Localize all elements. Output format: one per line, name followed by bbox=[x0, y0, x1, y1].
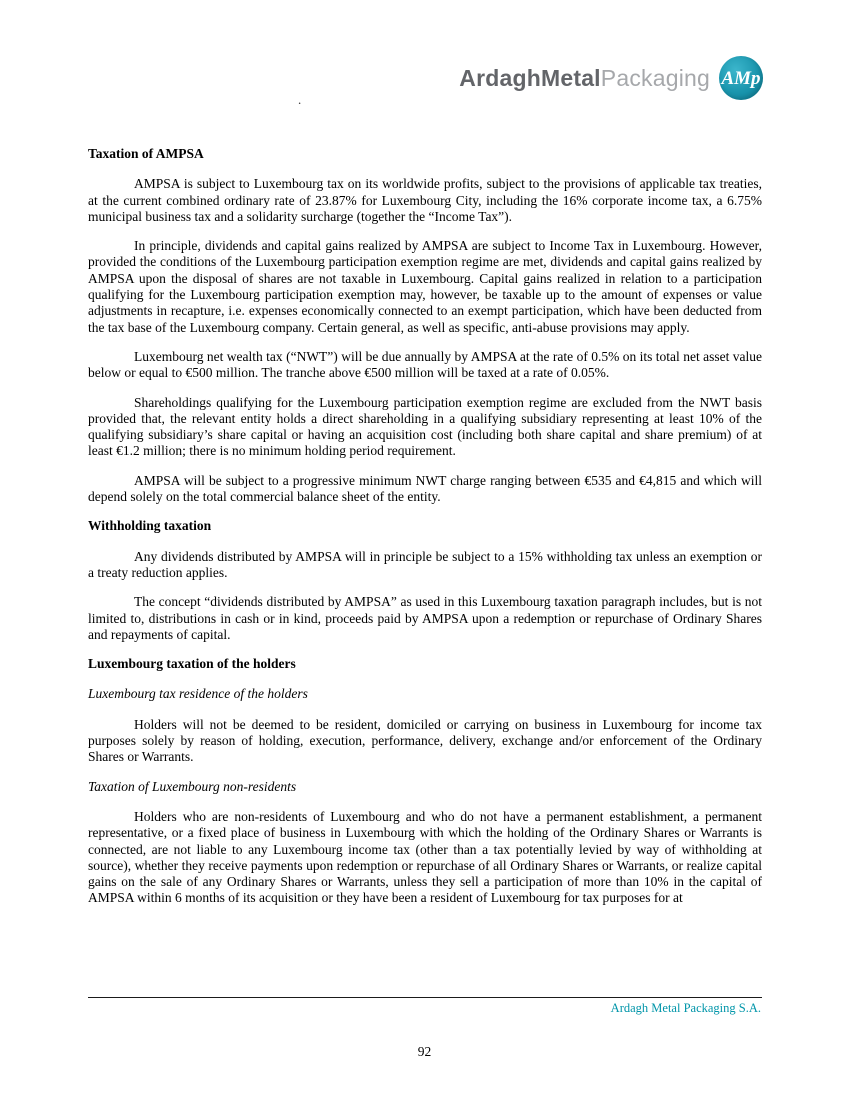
footer-divider bbox=[88, 997, 762, 998]
paragraph-shareholdings-exemption: Shareholdings qualifying for the Luxembourg participation exemption regime are excluded from the NWT basis provided that, the relevant entity holds a direct shareholding in a qualifying subsidiary representing at least 10% of the qualifying subsidiary’s share capital or having an acquisition cost (including both share capital and share premium) of at least €1.2 million; there is no minimum holding period requirement. bbox=[88, 394, 762, 459]
section-heading-withholding-taxation: Withholding taxation bbox=[88, 518, 212, 534]
paragraph-dividends-concept: The concept “dividends distributed by AMPSA” as used in this Luxembourg taxation paragraph includes, but is not limited to, distributions in cash or in kind, proceeds paid by AMPSA upon a redemption or repurchase of Ordinary Shares and repayments of capital. bbox=[88, 594, 762, 642]
subsection-heading-non-residents: Taxation of Luxembourg non-residents bbox=[88, 778, 297, 794]
paragraph-ampsa-worldwide-profits: AMPSA is subject to Luxembourg tax on its worldwide profits, subject to the provisions of applicable tax treaties, at the current combined ordinary rate of 23.87% for Luxembourg City, including the 16% corporate income tax, a 6.75% municipal business tax and a solidarity surcharge (together the “Income Tax”). bbox=[88, 176, 762, 224]
paragraph-minimum-nwt-charge: AMPSA will be subject to a progressive minimum NWT charge ranging between €535 and €4,815 and which will depend solely on the total commercial balance sheet of the entity. bbox=[88, 472, 762, 505]
stray-mark: . bbox=[298, 92, 302, 107]
amp-monogram-icon: AMp bbox=[719, 56, 763, 100]
paragraph-holders-not-resident: Holders will not be deemed to be resident, domiciled or carrying on business in Luxembourg for income tax purposes solely by reason of holding, execution, performance, delivery, exchange and/or enforcement of the Ordinary Shares or Warrants. bbox=[88, 716, 762, 765]
company-logo bbox=[459, 56, 763, 100]
paragraph-non-residents-liability: Holders who are non-residents of Luxembourg and who do not have a permanent establishment, a permanent representative, or a fixed place of business in Luxembourg with which the holding of the Ordinary Shares or Warrants is connected, are not liable to any Luxembourg income tax (other than a tax potentially levied by way of withholding at source), whether they receive payments upon redemption or repurchase of all Ordinary Shares or Warrants, or realize capital gains on the sale of any Ordinary Shares or Warrants, unless they sell a participation of more than 10% in the capital of AMPSA within 6 months of its acquisition or they have been a resident of Luxembourg for tax purposes for at bbox=[88, 808, 762, 906]
paragraph-dividends-capital-gains: In principle, dividends and capital gains realized by AMPSA are subject to Income Tax in Luxembourg. However, provided the conditions of the Luxembourg participation exemption regime are met, dividends and capital gains realized by AMPSA upon the disposal of shares are not taxable in Luxembourg. Capital gains realized in relation to a participation qualifying for the Luxembourg participation exemption may, however, be taxable up to the amount of expenses or value adjustments in recapture, i.e. expenses economically connected to an exempt participation, which have been deducted from the tax base of the Luxembourg company. Certain general, as well as specific, anti-abuse provisions may apply. bbox=[88, 238, 762, 335]
footer-company-name: Ardagh Metal Packaging S.A. bbox=[610, 1001, 761, 1015]
subsection-heading-tax-residence: Luxembourg tax residence of the holders bbox=[88, 686, 308, 702]
paragraph-withholding-tax-rate: Any dividends distributed by AMPSA will in principle be subject to a 15% withholding tax unless an exemption or a treaty reduction applies. bbox=[88, 548, 762, 580]
page-number: 92 bbox=[417, 1044, 432, 1059]
paragraph-net-wealth-tax: Luxembourg net wealth tax (“NWT”) will be due annually by AMPSA at the rate of 0.5% on its total net asset value below or equal to €500 million. The tranche above €500 million will be taxed at a rate of 0.05%. bbox=[88, 348, 762, 381]
logo-word-metal: Metal bbox=[540, 64, 601, 91]
section-heading-taxation-of-ampsa: Taxation of AMPSA bbox=[88, 146, 204, 161]
section-heading-luxembourg-taxation-holders: Luxembourg taxation of the holders bbox=[88, 656, 296, 672]
logo-word-packaging: Packaging bbox=[600, 64, 710, 91]
logo-word-ardagh: Ardagh bbox=[459, 64, 541, 91]
logo-wordmark bbox=[459, 65, 710, 92]
document-body bbox=[88, 141, 762, 920]
